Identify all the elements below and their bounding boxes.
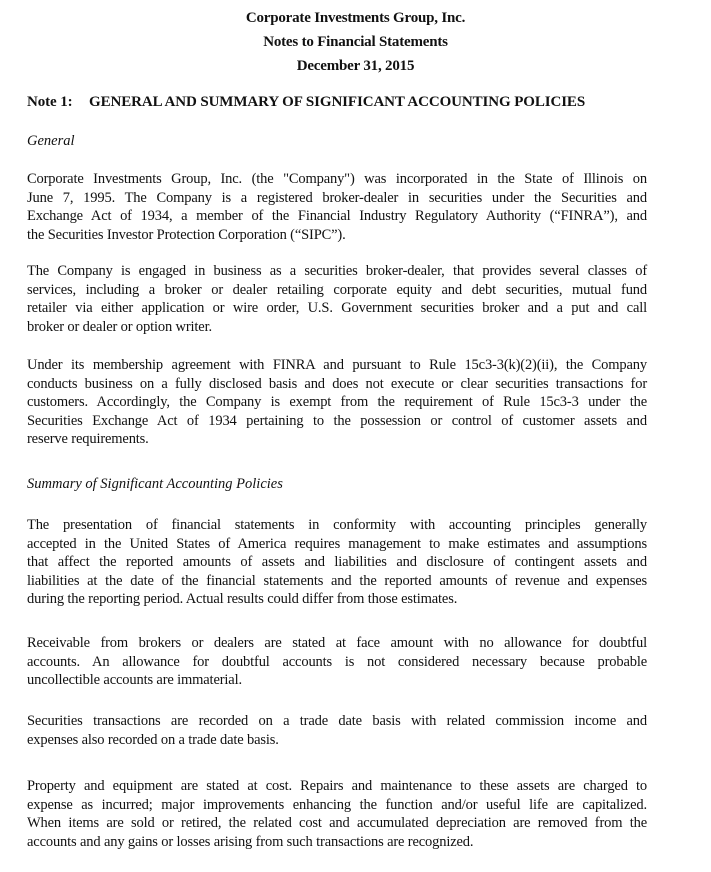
- text-line: The Company is engaged in business as a securities broker-dealer, that provides several classes of: [27, 263, 647, 279]
- paragraph-business: [27, 262, 647, 336]
- text-line: expense as incurred; major improvements enhancing the function and/or useful life are capitalized.: [27, 796, 647, 813]
- text-line: Exchange Act of 1934, a member of the Financial Industry Regulatory Authority (“FINRA”), and: [27, 208, 647, 224]
- summary-heading: Summary of Significant Accounting Policies: [27, 476, 283, 492]
- text-line: during the reporting period. Actual results could differ from those estimates.: [27, 591, 458, 607]
- general-heading: General: [27, 133, 75, 149]
- text-line: June 7, 1995. The Company is a registered broker-dealer in securities under the Securities and: [27, 189, 647, 206]
- text-line: expenses also recorded on a trade date basis.: [27, 731, 279, 748]
- text-line: conducts business on a fully disclosed basis and does not execute or clear securities transactions for: [27, 375, 647, 392]
- text-line: Corporate Investments Group, Inc. (the "Company") was incorporated in the State of Illinois on: [27, 171, 647, 187]
- text-line: liabilities at the date of the financial statements and the reported amounts of revenue and expenses: [27, 572, 647, 589]
- paragraph-incorporation: [27, 170, 647, 244]
- paragraph-receivables: [27, 634, 647, 690]
- text-line: When items are sold or retired, the related cost and accumulated depreciation are removed from the: [27, 815, 647, 831]
- text-line: uncollectible accounts are immaterial.: [27, 672, 242, 688]
- text-line: Property and equipment are stated at cost. Repairs and maintenance to these assets are charged to: [27, 778, 647, 794]
- text-line: accounts. An allowance for doubtful accounts is not considered necessary because probable: [27, 653, 647, 670]
- paragraph-securities-transactions: [27, 712, 647, 749]
- statement-date: December 31, 2015: [296, 58, 415, 74]
- company-name: Corporate Investments Group, Inc.: [245, 10, 466, 26]
- paragraph-property-equipment: [27, 777, 647, 851]
- paragraph-estimates: [27, 516, 647, 609]
- paragraph-finra-exemption: [27, 356, 647, 449]
- text-line: retailer via either application or wire order, U.S. Government securities broker and a put and call: [27, 300, 647, 316]
- text-line: Receivable from brokers or dealers are stated at face amount with no allowance for doubtful: [27, 635, 647, 651]
- note-heading: [27, 94, 585, 111]
- text-line: that affect the reported amounts of assets and liabilities and disclosure of contingent assets and: [27, 554, 647, 570]
- note-number: Note 1:: [27, 94, 73, 110]
- text-line: accepted in the United States of America requires management to make estimates and assumptions: [27, 535, 647, 552]
- text-line: broker or dealer or option writer.: [27, 318, 212, 335]
- text-line: The presentation of financial statements in conformity with accounting principles generally: [27, 517, 647, 533]
- text-line: services, including a broker or dealer retailing corporate equity and debt securities, mutual fund: [27, 281, 647, 298]
- text-line: accounts and any gains or losses arising from such transactions are recognized.: [27, 833, 474, 850]
- text-line: customers. Accordingly, the Company is exempt from the requirement of Rule 15c3-3 under the: [27, 394, 647, 410]
- text-line: Under its membership agreement with FINRA and pursuant to Rule 15c3-3(k)(2)(ii), the Company: [27, 357, 647, 373]
- note-title: GENERAL AND SUMMARY OF SIGNIFICANT ACCOUNTING POLICIES: [89, 94, 586, 110]
- text-line: reserve requirements.: [27, 431, 149, 447]
- text-line: Securities transactions are recorded on a trade date basis with related commission income and: [27, 713, 647, 729]
- text-line: the Securities Investor Protection Corporation (“SIPC”).: [27, 226, 346, 243]
- document-header: [0, 6, 711, 78]
- document-title: Notes to Financial Statements: [263, 34, 448, 50]
- text-line: Securities Exchange Act of 1934 pertaining to the possession or control of customer assets and: [27, 412, 647, 429]
